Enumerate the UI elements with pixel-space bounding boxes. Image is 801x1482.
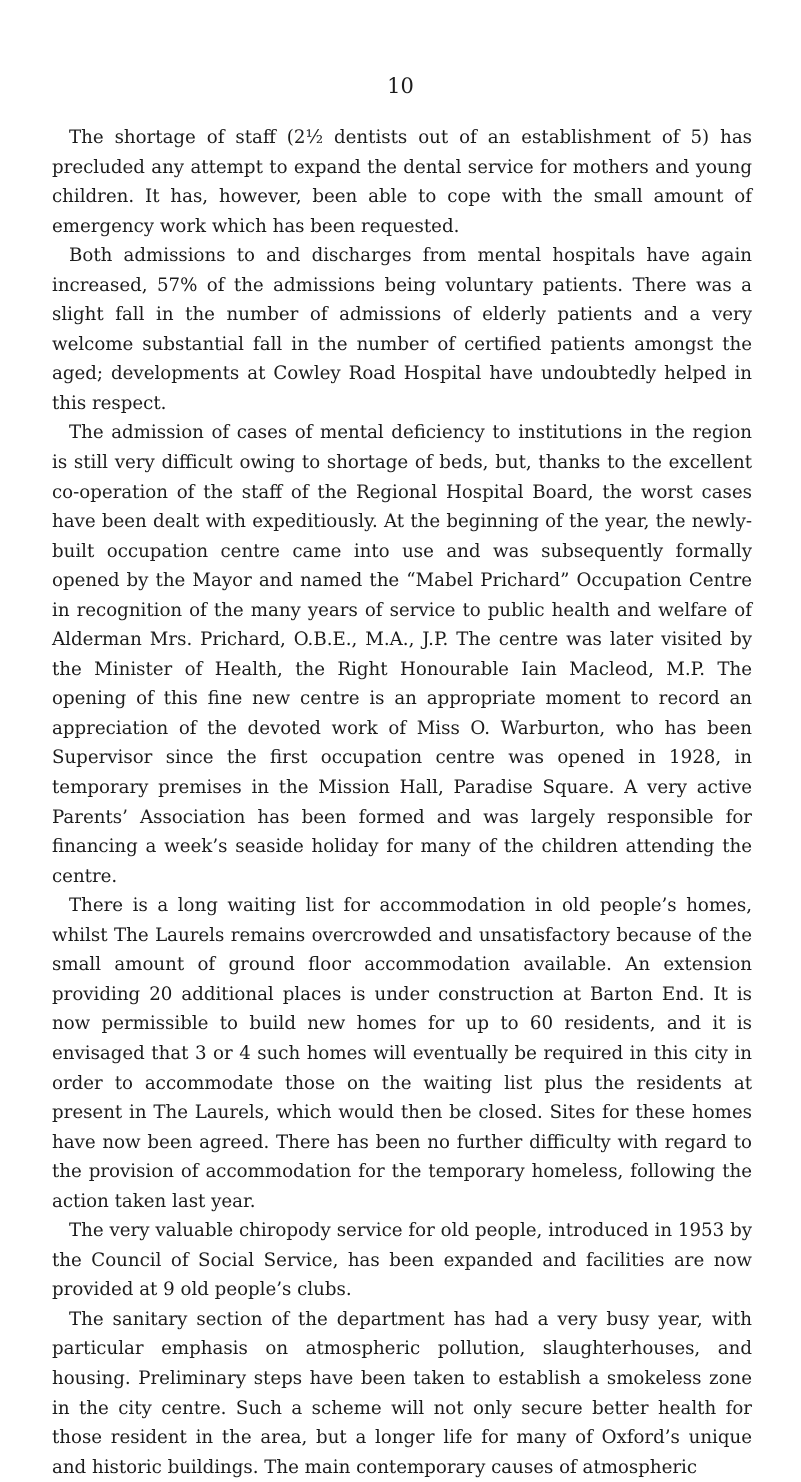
paragraph-chiropody-service: The very valuable chiropody service for old people, introduced in 1953 by the Council of Social Service, has been expanded and facilities are now provided at 9 old people’s clubs. <box>52 1220 752 1301</box>
paragraph-sanitary-section: The sanitary section of the department has had a very busy year, with particular emphasis on atmospheric pollution, slaughterhouses, and housing. Preliminary steps have been taken to establish a smokeless zone in the city centre. Such a scheme will not only secure better health for those resident in the area, but a longer life for many of Oxford’s unique and historic buildings. The main contemporary causes of atmospheric <box>52 1308 752 1478</box>
page-number: 10 <box>387 74 414 98</box>
paragraph-mental-hospitals: Both admissions to and discharges from mental hospitals have again increased, 57% of the admissions being voluntary patients. There was a slight fall in the number of admissions of elderly patients and a very welcome substantial fall in the number of certified patients amongst the aged; developments at Cowley Road Hospital have undoubtedly helped in this respect. <box>52 245 752 414</box>
paragraph-mental-deficiency: The admission of cases of mental deficiency to institutions in the region is still very difficult owing to shortage of beds, but, thanks to the excellent co-operation of the staff of the Regional Hospital Board, the worst cases have been dealt with expeditiously. At the beginning of the year, the newly-built occupation centre came into use and was subsequently formally opened by the Mayor and named the “Mabel Prichard” Occupation Centre in recognition of the many years of service to public health and welfare of Alderman Mrs. Prichard, O.B.E., M.A., J.P. The centre was later visited by the Minister of Health, the Right Honourable Iain Macleod, M.P. The opening of this fine new centre is an appropriate moment to record an appreciation of the devoted work of Miss O. Warburton, who has been Supervisor since the first occupation centre was opened in 1928, in temporary premises in the Mission Hall, Paradise Square. A very active Parents’ Association has been formed and was largely responsible for financing a week’s seaside holiday for many of the children attending the centre. <box>52 422 752 887</box>
paragraph-old-peoples-homes: There is a long waiting list for accommodation in old people’s homes, whilst The Laurels remains overcrowded and unsatisfactory because of the small amount of ground floor accommodation available. An extension providing 20 additional places is under construction at Barton End. It is now permissible to build new homes for up to 60 residents, and it is envisaged that 3 or 4 such homes will eventually be required in this city in order to accommodate those on the waiting list plus the residents at present in The Laurels, which would then be closed. Sites for these homes have now been agreed. There has been no further difficulty with regard to the provision of accommodation for the temporary homeless, following the action taken last year. <box>52 895 752 1212</box>
paragraph-dental-service: The shortage of staff (2½ dentists out of an establishment of 5) has precluded any attempt to expand the dental service for mothers and young children. It has, however, been able to cope with the small amount of emergency work which has been requested. <box>52 127 752 237</box>
body-text <box>52 123 752 1482</box>
